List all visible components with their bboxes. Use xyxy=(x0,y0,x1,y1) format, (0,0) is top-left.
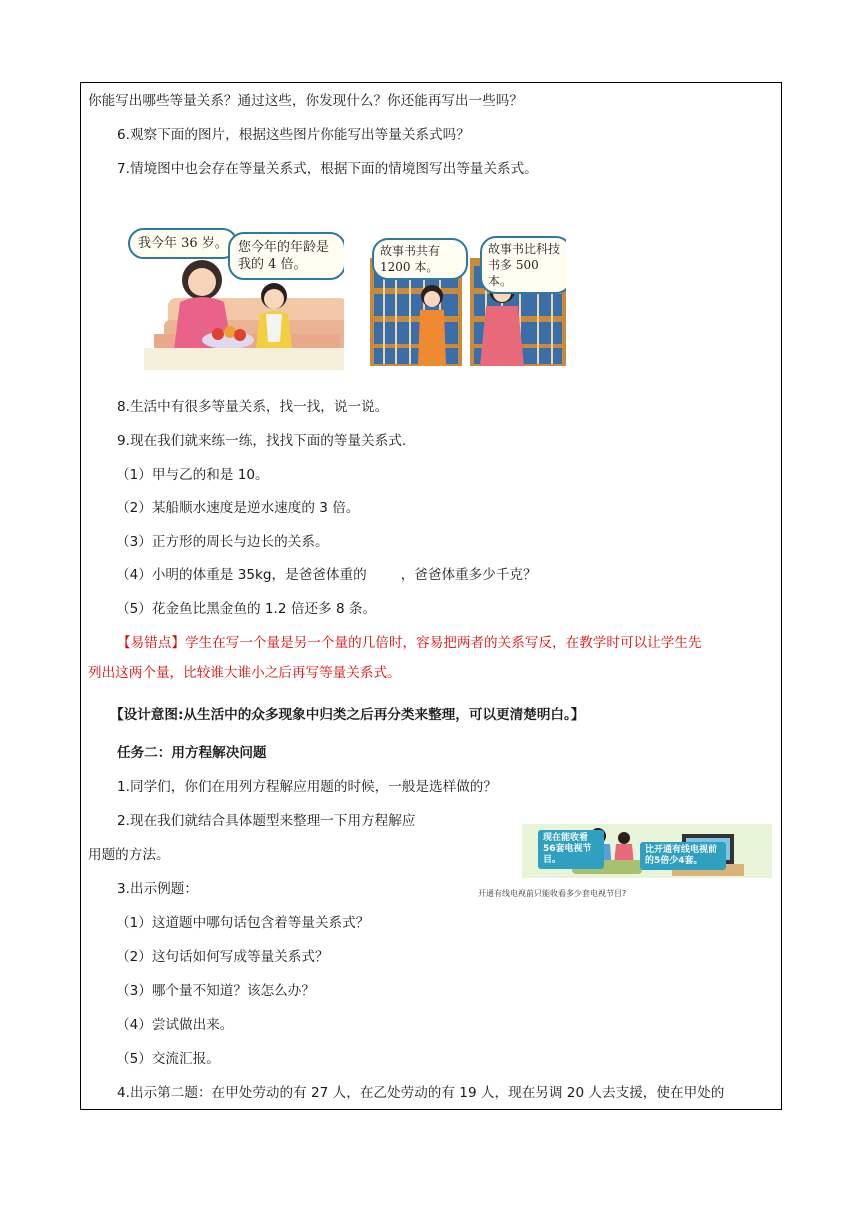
task-2-step-2: 2.现在我们就结合具体题型来整理一下用方程解应 xyxy=(117,813,416,829)
text-line: 你能写出哪些等量关系？通过这些，你发现什么？你还能再写出一些吗？ xyxy=(88,93,523,109)
example-q4: （4）尝试做出来。 xyxy=(116,1017,234,1033)
exercise-1: （1）甲与乙的和是 10。 xyxy=(116,467,269,483)
design-intent: 【设计意图:从生活中的众多现象中归类之后再分类来整理，可以更清楚明白。】 xyxy=(110,707,585,723)
tv-question-caption: 开通有线电视前只能收看多少套电视节目? xyxy=(478,889,627,898)
task-2-heading: 任务二：用方程解决问题 xyxy=(117,745,267,761)
exercise-5: （5）花金鱼比黑金鱼的 1.2 倍还多 8 条。 xyxy=(116,601,377,617)
question-7: 7.情境图中也会存在等量关系式，根据下面的情境图写出等量关系式。 xyxy=(117,161,538,177)
mother-daughter-illustration xyxy=(124,222,344,370)
exercise-3: （3）正方形的周长与边长的关系。 xyxy=(116,534,329,550)
error-prone-note-cont: 列出这两个量，比较谁大谁小之后再写等量关系式。 xyxy=(88,665,401,681)
task-2-step-4: 4.出示第二题：在甲处劳动的有 27 人，在乙处劳动的有 19 人，现在另调 20 人去支援，使在甲处的 xyxy=(117,1085,725,1101)
question-8: 8.生活中有很多等量关系，找一找，说一说。 xyxy=(117,399,389,415)
books-total-bubble: 故事书共有 1200 本。 xyxy=(372,238,468,280)
girl-speech-bubble: 您今年的年龄是我的 4 倍。 xyxy=(228,232,344,280)
error-prone-note: 【易错点】学生在写一个量是另一个量的几倍时，容易把两者的关系写反，在教学时可以让学生先 xyxy=(117,635,702,651)
exercise-2: （2）某船顺水速度是逆水速度的 3 倍。 xyxy=(116,500,360,516)
exercise-4-part1: （4）小明的体重是 35kg，是爸爸体重的 xyxy=(116,567,367,583)
tv-now-bubble: 现在能收看56套电视节目。 xyxy=(538,830,604,869)
books-compare-bubble: 故事书比科技书多 500 本。 xyxy=(480,236,566,294)
question-9: 9.现在我们就来练一练，找找下面的等量关系式. xyxy=(117,433,407,449)
example-q3: （3）哪个量不知道？该怎么办？ xyxy=(116,983,315,999)
question-6: 6.观察下面的图片，根据这些图片你能写出等量关系式吗？ xyxy=(117,127,470,143)
exercise-4 xyxy=(116,566,537,584)
task-2-step-1: 1.同学们，你们在用列方程解应用题的时候，一般是选样做的？ xyxy=(117,779,497,795)
task-2-step-2-cont: 用题的方法。 xyxy=(88,847,170,863)
library-illustration xyxy=(370,232,566,366)
task-2-step-3: 3.出示例题： xyxy=(117,881,198,897)
mother-speech-bubble: 我今年 36 岁。 xyxy=(128,228,238,259)
tv-compare-bubble: 比开通有线电视前的5倍少4套。 xyxy=(640,842,726,870)
example-q5: （5）交流汇报。 xyxy=(116,1051,220,1067)
exercise-4-part2: ，爸爸体重多少千克？ xyxy=(400,567,537,583)
example-q1: （1）这道题中哪句话包含着等量关系式？ xyxy=(116,915,370,931)
example-q2: （2）这句话如何写成等量关系式？ xyxy=(116,949,329,965)
tv-illustration xyxy=(472,820,778,902)
